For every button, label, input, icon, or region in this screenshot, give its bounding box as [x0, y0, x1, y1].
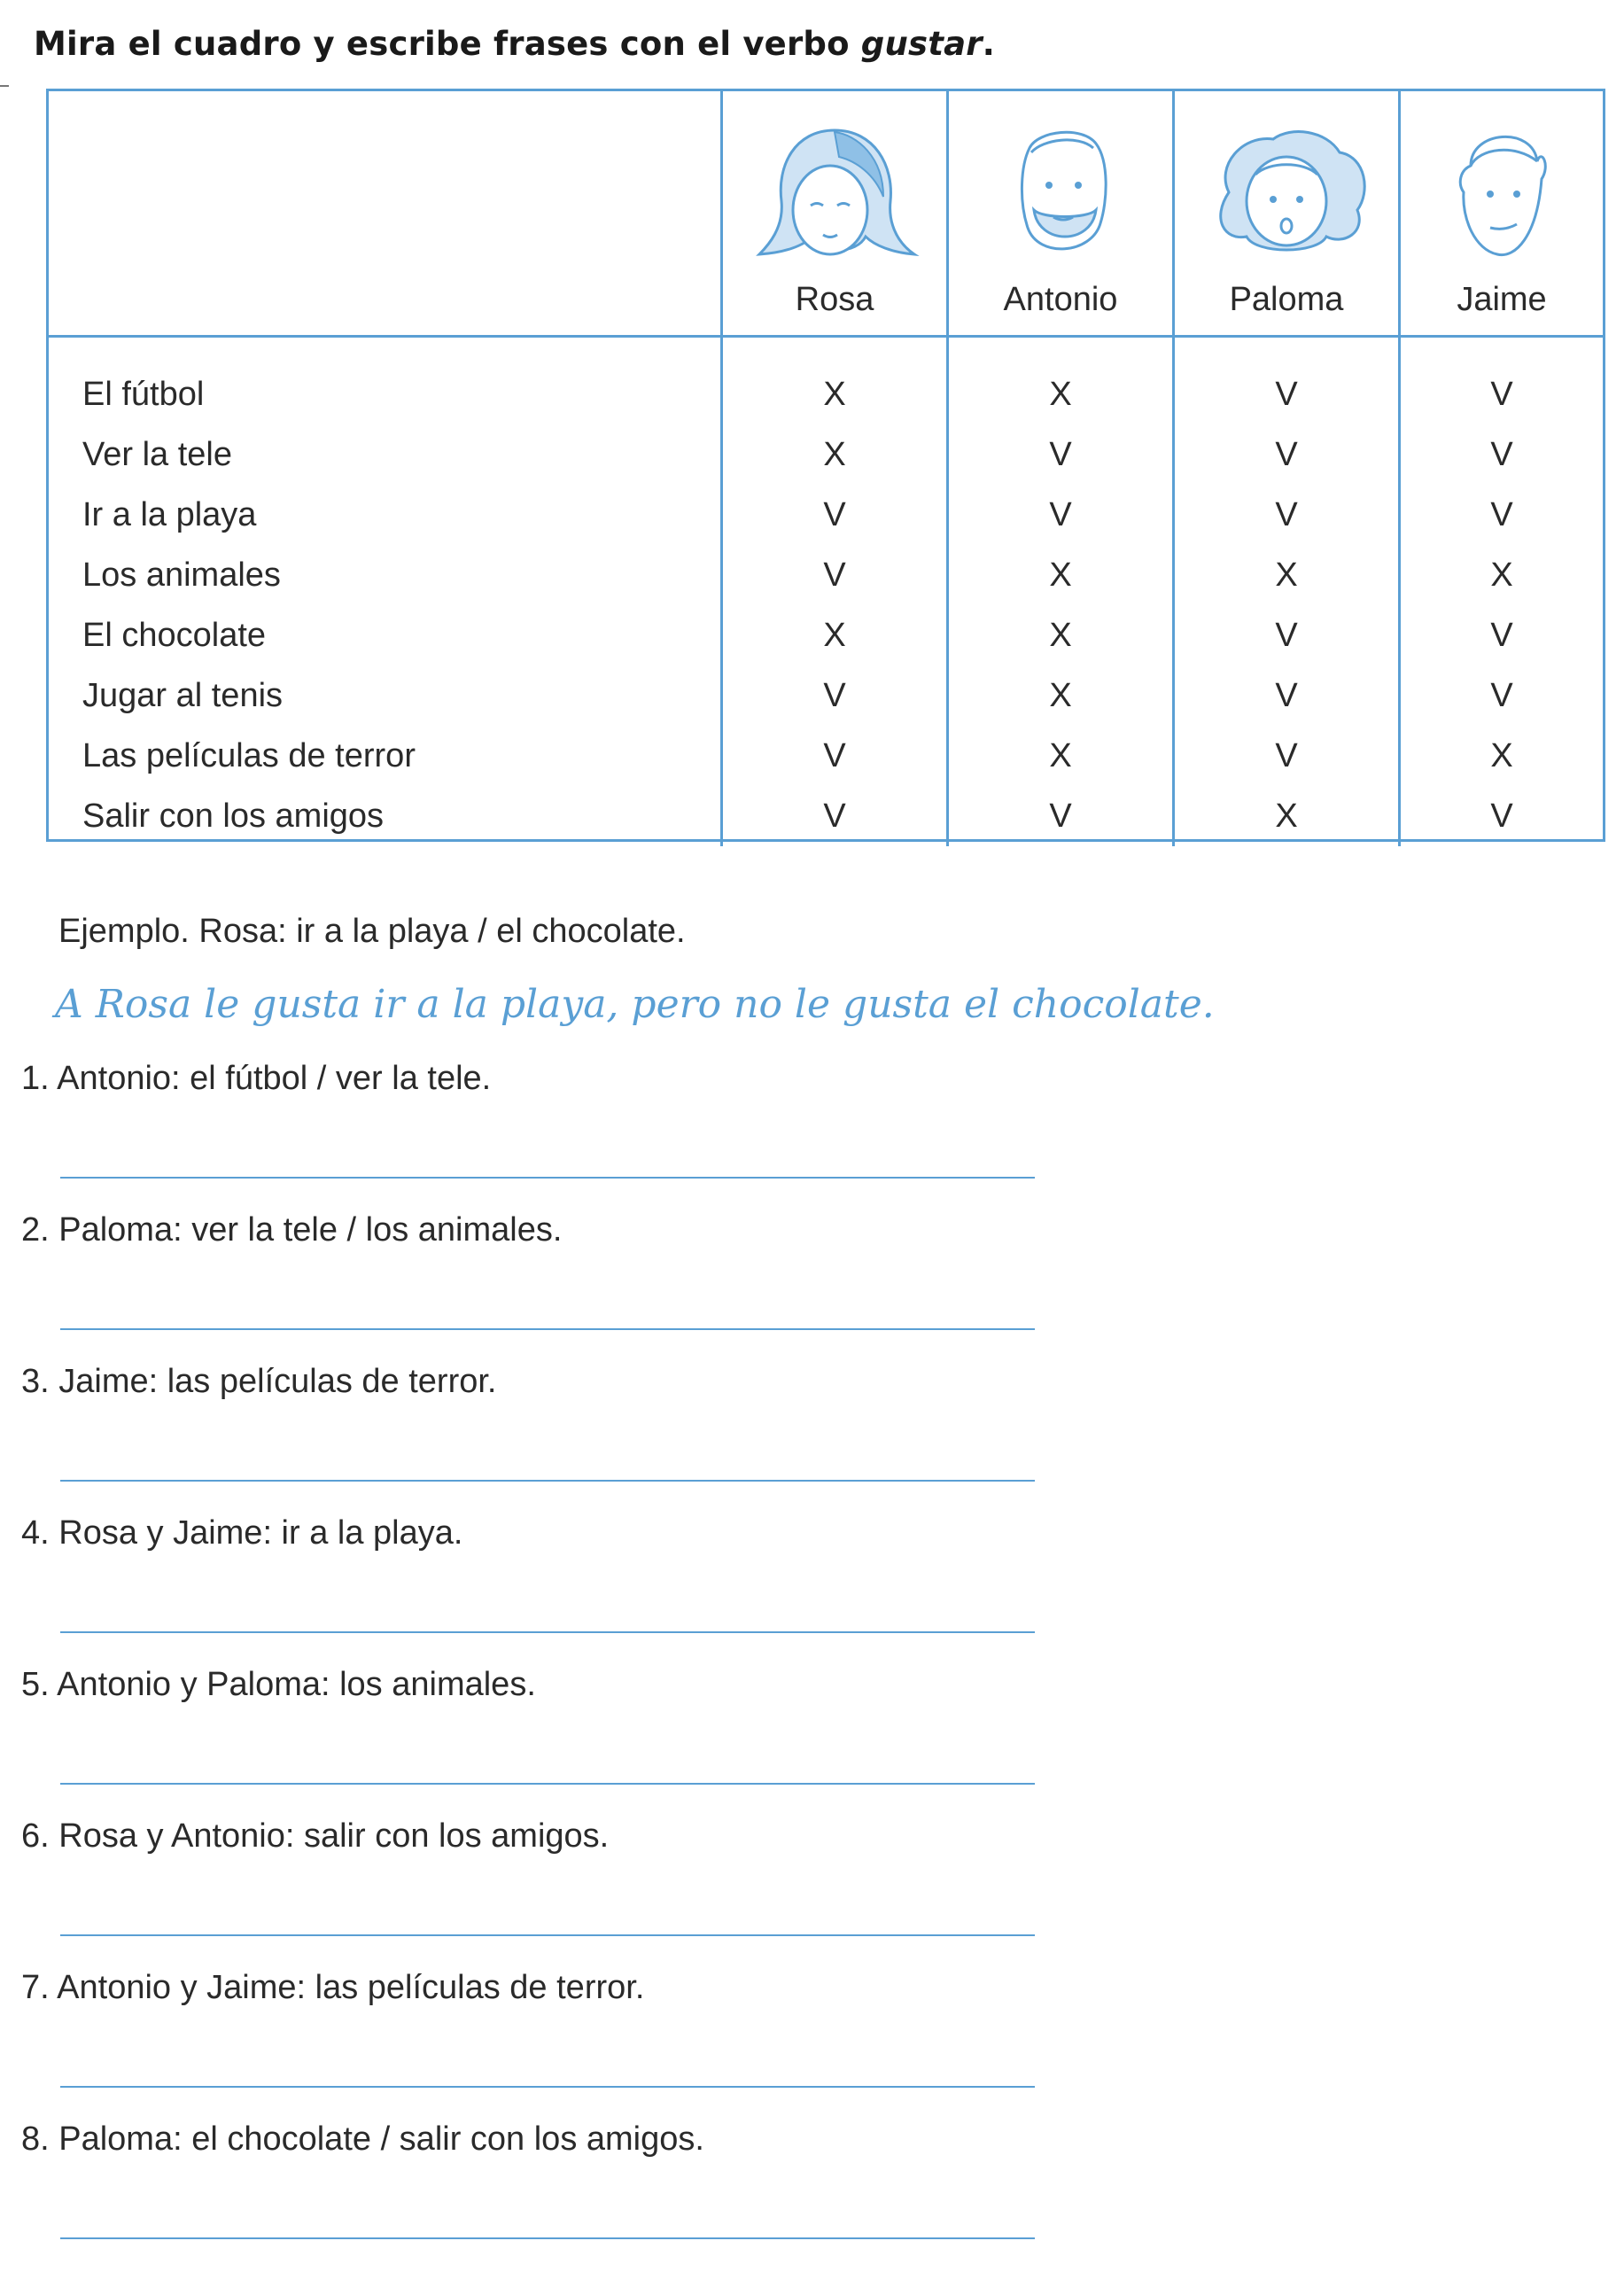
instruction-end: .: [982, 25, 996, 63]
preference-mark: X: [1049, 617, 1072, 654]
exercise-item: [21, 2120, 1040, 2272]
activity-label: Los animales: [82, 556, 281, 594]
instruction-verb: gustar: [860, 25, 983, 63]
preference-mark: X: [1049, 376, 1072, 413]
girl-face-icon: [742, 113, 928, 272]
preference-mark: X: [1490, 737, 1513, 774]
activity-label: Las películas de terror: [82, 737, 416, 774]
activity-label: Salir con los amigos: [82, 798, 385, 835]
exercise-item: [21, 1514, 1040, 1666]
preference-mark: V: [823, 798, 846, 835]
exercise-item: [21, 1969, 1040, 2120]
preferences-table: [46, 89, 1605, 842]
answer-line[interactable]: [60, 1177, 1035, 1179]
person-header-paloma: [1172, 91, 1398, 338]
marks-column-paloma: [1172, 338, 1398, 846]
answer-line[interactable]: [60, 1631, 1035, 1633]
preference-mark: V: [1275, 737, 1298, 774]
preference-mark: X: [823, 376, 846, 413]
answer-line[interactable]: [60, 1328, 1035, 1330]
preference-mark: X: [1049, 677, 1072, 714]
answer-line[interactable]: [60, 1934, 1035, 1936]
preference-mark: V: [823, 677, 846, 714]
exercise-prompt: 1. Antonio: el fútbol / ver la tele.: [21, 1060, 492, 1097]
preference-mark: X: [823, 436, 846, 473]
exercise-prompt: 8. Paloma: el chocolate / salir con los amigos.: [21, 2120, 704, 2158]
preference-mark: X: [1275, 556, 1298, 594]
activities-column: [49, 338, 720, 846]
person-header-antonio: [946, 91, 1172, 338]
person-name: Rosa: [795, 281, 874, 318]
preference-mark: V: [1490, 436, 1513, 473]
table-corner-cell: [49, 91, 720, 338]
preference-mark: V: [1490, 376, 1513, 413]
preference-mark: V: [1490, 677, 1513, 714]
activity-label: Jugar al tenis: [82, 677, 284, 714]
page-corner-mark: [0, 85, 9, 87]
preference-mark: V: [1049, 436, 1072, 473]
preference-mark: V: [1490, 617, 1513, 654]
preference-mark: V: [1490, 496, 1513, 533]
answer-line[interactable]: [60, 2086, 1035, 2088]
instruction-text: Mira el cuadro y escribe frases con el verbo: [34, 25, 861, 63]
marks-column-jaime: [1398, 338, 1603, 846]
activity-label: El chocolate: [82, 617, 267, 654]
person-name: Jaime: [1457, 281, 1547, 318]
preference-mark: V: [1275, 376, 1298, 413]
example-answer: A Rosa le gusta ir a la playa, pero no le gusta el chocolate.: [55, 982, 1215, 1027]
exercise-item: [21, 1817, 1040, 1969]
bearded-man-face-icon: [967, 113, 1154, 272]
answer-line[interactable]: [60, 1783, 1035, 1785]
person-header-rosa: [720, 91, 946, 338]
exercise-prompt: 6. Rosa y Antonio: salir con los amigos.: [21, 1817, 610, 1855]
person-name: Paloma: [1229, 281, 1344, 318]
answer-line[interactable]: [60, 1480, 1035, 1482]
curly-hair-girl-face-icon: [1193, 113, 1379, 272]
preference-mark: V: [1275, 436, 1298, 473]
exercise-item: [21, 1211, 1040, 1363]
exercise-prompt: 2. Paloma: ver la tele / los animales.: [21, 1211, 563, 1249]
preference-mark: X: [1049, 737, 1072, 774]
exercise-list: [21, 1060, 1040, 2272]
person-name: Antonio: [1003, 281, 1118, 318]
preference-mark: V: [823, 556, 846, 594]
marks-column-rosa: [720, 338, 946, 846]
preference-mark: X: [1275, 798, 1298, 835]
preference-mark: X: [1049, 556, 1072, 594]
exercise-item: [21, 1060, 1040, 1211]
exercise-item: [21, 1666, 1040, 1817]
activity-label: El fútbol: [82, 376, 205, 413]
exercise-prompt: 5. Antonio y Paloma: los animales.: [21, 1666, 536, 1703]
exercise-prompt: 3. Jaime: las películas de terror.: [21, 1363, 497, 1400]
preference-mark: V: [1049, 496, 1072, 533]
person-header-jaime: [1398, 91, 1603, 338]
exercise-prompt: 4. Rosa y Jaime: ir a la playa.: [21, 1514, 463, 1552]
preference-mark: V: [1275, 677, 1298, 714]
preference-mark: V: [823, 737, 846, 774]
preference-mark: V: [1275, 617, 1298, 654]
preference-mark: V: [823, 496, 846, 533]
activity-label: Ir a la playa: [82, 496, 257, 533]
preference-mark: V: [1490, 798, 1513, 835]
answer-line[interactable]: [60, 2237, 1035, 2239]
preference-mark: X: [823, 617, 846, 654]
preference-mark: V: [1275, 496, 1298, 533]
activity-label: Ver la tele: [82, 436, 232, 473]
exercise-item: [21, 1363, 1040, 1514]
preference-mark: X: [1490, 556, 1513, 594]
example-prompt: Ejemplo. Rosa: ir a la playa / el chocolate.: [58, 913, 686, 950]
instruction-heading: [34, 25, 995, 63]
exercise-prompt: 7. Antonio y Jaime: las películas de terror.: [21, 1969, 645, 2006]
marks-column-antonio: [946, 338, 1172, 846]
boy-face-icon: [1409, 113, 1595, 272]
preference-mark: V: [1049, 798, 1072, 835]
